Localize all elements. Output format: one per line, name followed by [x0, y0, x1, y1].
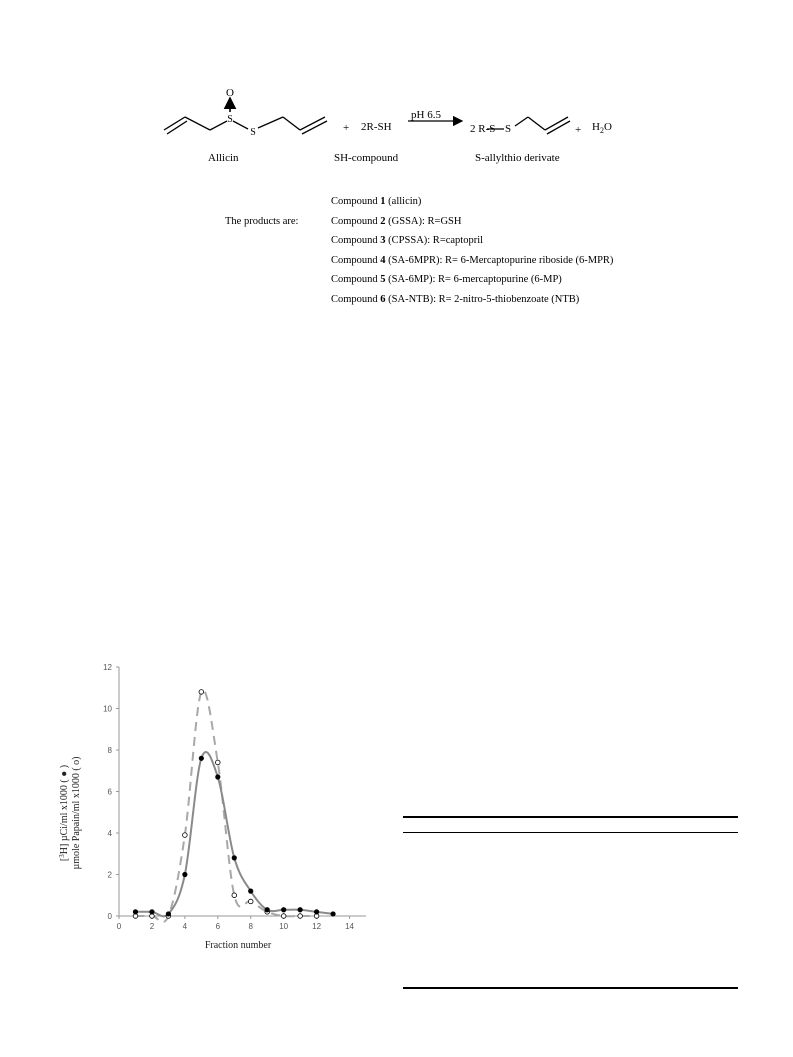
- tritium-point: [281, 907, 286, 912]
- product-prefix: 2 R-S: [470, 123, 496, 135]
- papain-point: [281, 914, 286, 919]
- product-item-2: Compound 2 (GSSA): R=GSH: [331, 215, 462, 227]
- tritium-point: [248, 889, 253, 894]
- x-tick-label: 6: [215, 922, 221, 931]
- y-tick-label: 2: [107, 870, 112, 880]
- reagent-label: 2R-SH: [361, 121, 392, 133]
- table-bottom-rule: [403, 987, 738, 989]
- papain-point: [199, 690, 204, 695]
- papain-point: [216, 760, 221, 765]
- tritium-point: [232, 856, 237, 861]
- x-tick-label: 0: [116, 922, 122, 931]
- papain-point: [248, 899, 253, 904]
- y-tick-label: 10: [103, 704, 112, 714]
- papain-point: [183, 833, 188, 838]
- sulfur-atom-2: S: [250, 127, 256, 138]
- product-item-6: Compound 6 (SA-NTB): R= 2-nitro-5-thiobenzoate (NTB): [331, 293, 580, 305]
- x-tick-label: 4: [182, 922, 188, 931]
- x-tick-label: 2: [149, 922, 155, 931]
- y-axis-label-1: [$^3$H] µCi/ml x1000 ( ● ): [58, 764, 70, 862]
- plus-sign-2: +: [575, 124, 582, 136]
- y-tick-label: 12: [103, 663, 112, 672]
- reaction-structures: [150, 80, 620, 150]
- tritium-point: [265, 907, 270, 912]
- oxygen-atom: O: [226, 87, 234, 99]
- products-list: [331, 196, 613, 314]
- elution-chart: [50, 655, 380, 960]
- product-structure: [487, 117, 570, 134]
- allicin-structure: [164, 117, 327, 134]
- products-intro: The products are:: [225, 216, 299, 227]
- x-tick-label: 8: [248, 922, 253, 931]
- tritium-point: [199, 756, 204, 761]
- x-axis-label: Fraction number: [204, 940, 272, 951]
- tritium-point: [133, 910, 138, 915]
- tritium-point: [216, 775, 221, 780]
- sh-compound-name: SH-compound: [334, 152, 399, 164]
- product-sulfur: S: [505, 123, 512, 135]
- chart-ticks: [103, 663, 354, 931]
- tritium-point: [183, 872, 188, 877]
- product-item-3: Compound 3 (CPSSA): R=captopril: [331, 235, 484, 247]
- table-top-rule: [403, 816, 738, 818]
- table-header-rule: [403, 832, 738, 833]
- reaction-condition: pH 6.5: [411, 109, 441, 121]
- plus-sign-1: +: [343, 122, 350, 134]
- product-item-5: Compound 5 (SA-6MP): R= 6-mercaptopurine (6-MP): [331, 274, 562, 286]
- y-tick-label: 0: [107, 912, 112, 921]
- y-tick-label: 8: [107, 746, 112, 755]
- tritium-point: [150, 910, 155, 915]
- product-item-4: Compound 4 (SA-6MPR): R= 6-Mercaptopurine riboside (6-MPR): [331, 254, 614, 266]
- papain-point: [232, 893, 237, 898]
- papain-point: [298, 914, 303, 919]
- x-tick-label: 14: [345, 922, 354, 931]
- water-label: $H_2O$: [592, 121, 612, 136]
- chart-series: [133, 690, 335, 922]
- y-tick-label: 4: [107, 829, 112, 838]
- x-tick-label: 12: [312, 922, 322, 931]
- tritium-point: [166, 912, 171, 917]
- x-tick-label: 10: [279, 922, 289, 931]
- y-axis-label-2: µmole Papain/ml x1000 ( o): [71, 756, 82, 870]
- tritium-point: [314, 910, 319, 915]
- allicin-name: Allicin: [208, 152, 239, 164]
- product-item-1: Compound 1 (allicin): [331, 196, 422, 207]
- product-name: S-allylthio derivate: [475, 152, 560, 164]
- y-tick-label: 6: [107, 787, 112, 797]
- tritium-point: [331, 912, 336, 917]
- series-papain-line: [135, 690, 316, 922]
- sulfur-atom-1: S: [227, 114, 233, 125]
- tritium-point: [298, 907, 303, 912]
